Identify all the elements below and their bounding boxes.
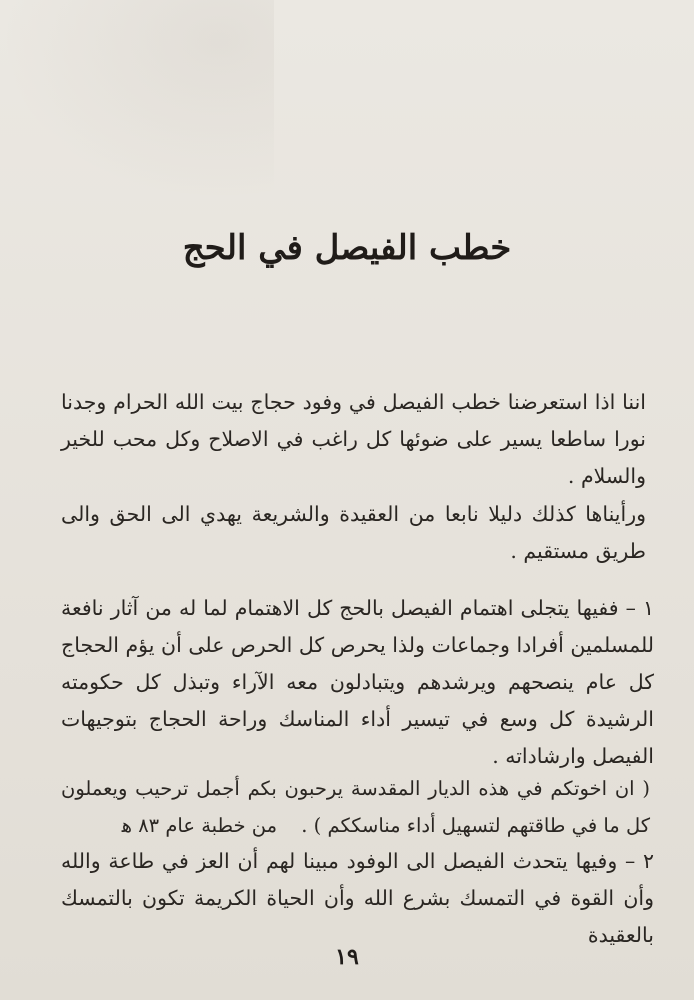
numbered-item-2: ٢ – وفيها يتحدث الفيصل الى الوفود مبينا لهم أن العز في طاعة والله وأن القوة في التمسك بشرع الله وأن الحياة الكريمة تكون بالتمسك بالعقيدة <box>61 849 654 947</box>
paragraph-2: ورأيناها كذلك دليلا نابعا من العقيدة والشريعة يهدي الى الحق والى طريق مستقيم . <box>61 502 646 563</box>
quotation <box>61 770 650 844</box>
numbered-item-1: ١ – ففيها يتجلى اهتمام الفيصل بالحج كل الاهتمام لما له من آثار نافعة للمسلمين أفرادا وجماعات ولذا يحرص كل الحرص على أن يؤم الحجاج كل عام ينصحهم ويرشدهم ويتبادلون معه الآراء وتبذل كل حكومته الرشيدة كل وسع في تيسير أداء المناسك وراحة الحجاج بتوجيهات الفيصل وارشاداته . <box>61 596 654 768</box>
page-title: خطب الفيصل في الحج <box>182 228 512 268</box>
show-through-text <box>0 0 274 200</box>
quotation-text: ( ان اخوتكم في هذه الديار المقدسة يرحبون بكم أجمل ترحيب ويعملون كل ما في طاقتهم لتسهيل أداء مناسككم ) . <box>61 777 650 837</box>
quotation-source: من خطبة عام ٨٣ ﻫ <box>121 814 278 837</box>
paragraph-1: اننا اذا استعرضنا خطب الفيصل في وفود حجاج بيت الله الحرام وجدنا نورا ساطعا يسير على ضوئها كل راغب في الاصلاح وكل محب للخير والسلام . <box>61 390 646 488</box>
page-number: ١٩ <box>335 944 359 970</box>
